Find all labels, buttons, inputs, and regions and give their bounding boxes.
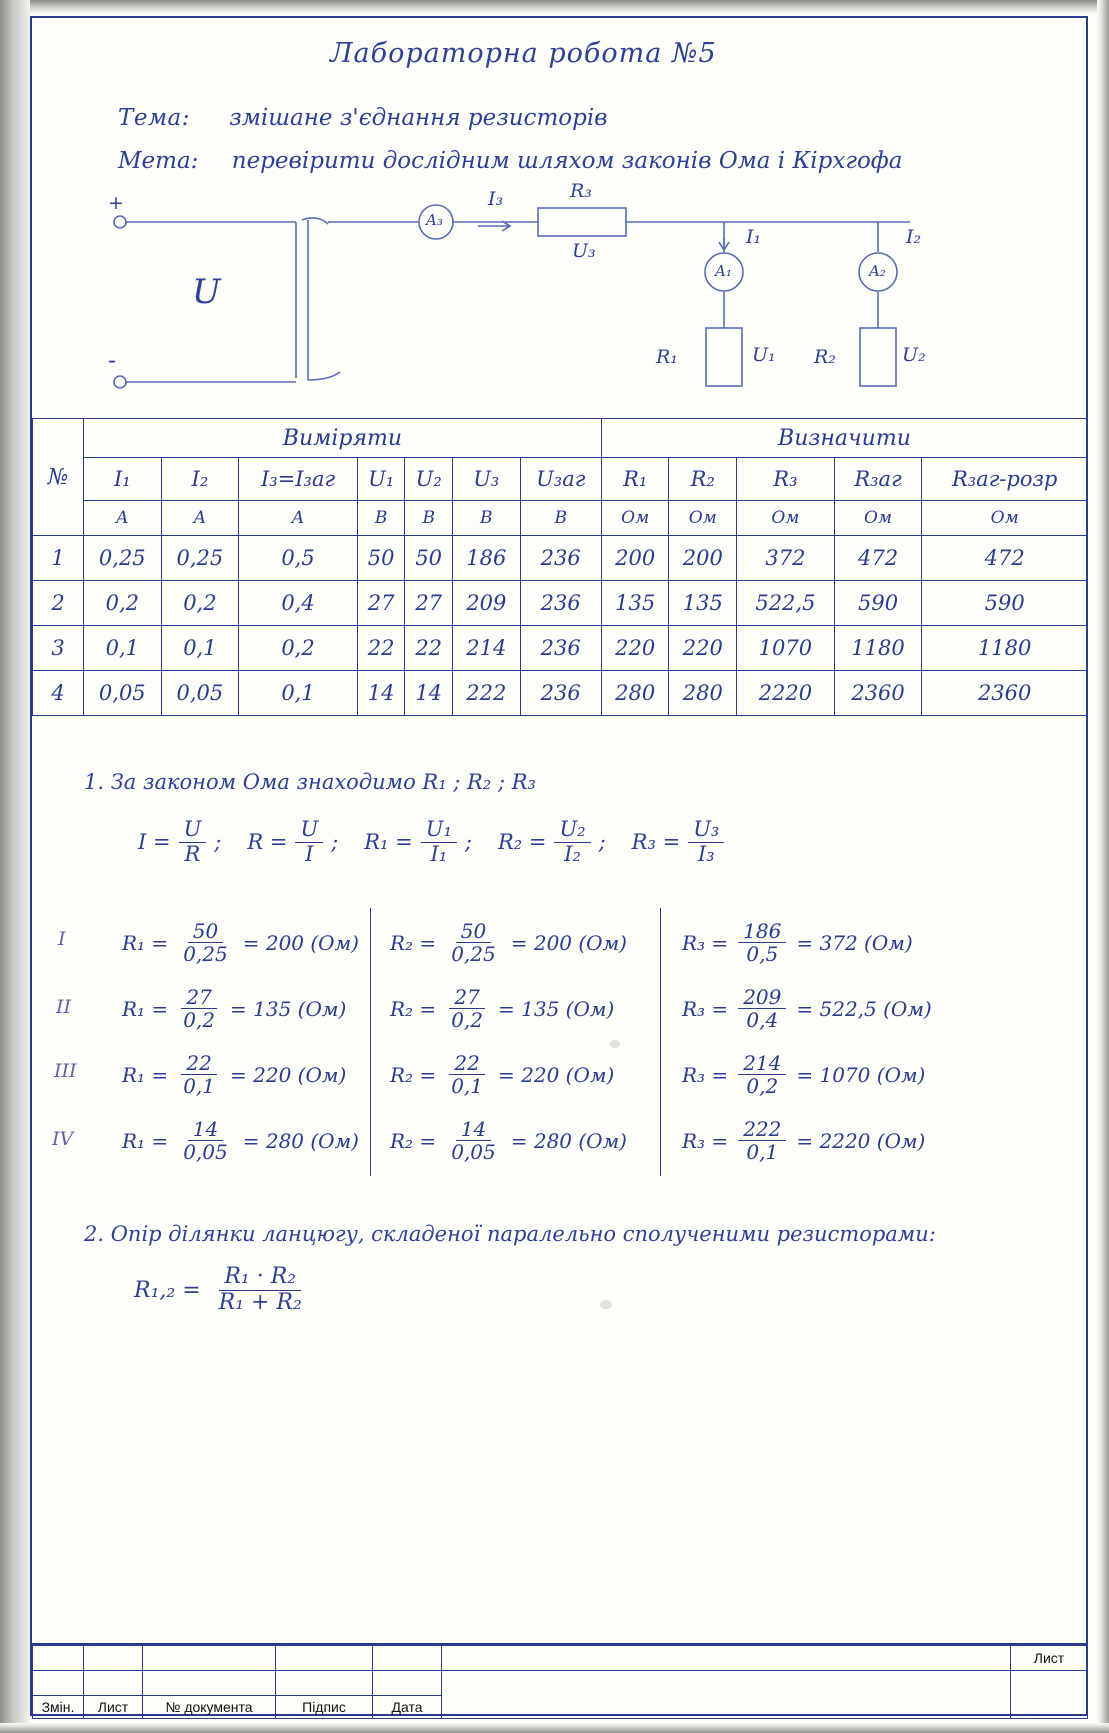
stamp-cell-signature: Підпис (276, 1696, 373, 1719)
fraction (178, 1118, 233, 1164)
table-cell: 22 (357, 626, 405, 671)
table-cell: 280 (601, 671, 669, 716)
calc-label: R₁ = (122, 1062, 169, 1087)
calc-result: = 372 (Ом) (796, 930, 913, 955)
voltage-u1-label: U₁ (752, 344, 776, 366)
calc-item (390, 920, 627, 966)
ohm-r1-formula (364, 818, 472, 866)
fraction-denominator: 0,1 (746, 1140, 779, 1165)
page-title: Лабораторна робота №5 (330, 38, 717, 69)
stamp-cell-blank (84, 1671, 143, 1696)
calculations-grid (52, 900, 1010, 1180)
fraction-numerator: 14 (188, 1118, 223, 1141)
table-cell: 0,2 (84, 581, 162, 626)
stamp-cell-blank (33, 1671, 84, 1696)
table-unit: B (405, 501, 453, 536)
title-block-row (33, 1671, 1088, 1696)
calc-result: = 220 (Ом) (230, 1062, 347, 1087)
table-symbol: R₂ (669, 458, 737, 501)
meta-line (118, 148, 903, 174)
stamp-cell-blank (276, 1646, 373, 1671)
calc-result: = 135 (Ом) (230, 996, 347, 1021)
fraction (446, 1052, 488, 1098)
current-i2-label: I₂ (906, 226, 922, 248)
fraction-denominator: 0,5 (746, 942, 779, 967)
calc-result: = 280 (Ом) (510, 1128, 627, 1153)
stamp-cell-document: № документа (143, 1696, 276, 1719)
table-cell: 0,05 (84, 671, 162, 716)
calc-result: = 220 (Ом) (498, 1062, 615, 1087)
table-cell: 0,25 (161, 536, 239, 581)
tema-value: змішане з'єднання резисторів (229, 105, 608, 131)
table-cell: 2360 (922, 671, 1088, 716)
table-group-determined: Визначити (601, 419, 1087, 458)
fraction-denominator: I₃ (697, 841, 715, 866)
table-symbol: R₃аг (834, 458, 922, 501)
calc-label: R₁ = (122, 1128, 169, 1153)
meta-value: перевірити дослідним шляхом законів Ома і Кірхгофа (231, 148, 903, 174)
table-unit: Ом (834, 501, 922, 536)
table-cell: 0,1 (84, 626, 162, 671)
voltage-u2-label: U₂ (902, 344, 926, 366)
table-cell: 135 (601, 581, 669, 626)
table-cell: 0,1 (161, 626, 239, 671)
table-cell: 135 (669, 581, 737, 626)
fraction-denominator: 0,1 (451, 1074, 484, 1099)
fraction (179, 818, 207, 866)
calc-divider (660, 908, 661, 1176)
separator: ; (464, 830, 472, 855)
table-unit: A (84, 501, 162, 536)
fraction (178, 1052, 220, 1098)
table-symbol: U₁ (357, 458, 405, 501)
fraction-numerator: 27 (181, 986, 216, 1009)
table-row-no: 3 (33, 626, 84, 671)
table-cell: 472 (834, 536, 922, 581)
fraction-denominator: 0,05 (451, 1140, 496, 1165)
paper-smudge (600, 1300, 612, 1309)
table-cell: 236 (520, 536, 601, 581)
table-unit: B (520, 501, 601, 536)
fraction-numerator: 22 (181, 1052, 216, 1075)
table-cell: 0,4 (239, 581, 358, 626)
separator: ; (598, 830, 606, 855)
fraction-denominator: I₁ (430, 841, 448, 866)
table-cell: 236 (520, 671, 601, 716)
calc-label: R₃ = (682, 930, 729, 955)
table-symbol: I₃=I₃аг (239, 458, 358, 501)
calc-item (390, 1052, 614, 1098)
table-unit: Ом (922, 501, 1088, 536)
roman-numeral: III (54, 1060, 77, 1082)
table-cell: 14 (405, 671, 453, 716)
roman-numeral: I (58, 928, 66, 950)
table-row (33, 536, 1088, 581)
separator: ; (331, 830, 339, 855)
fraction-numerator: 186 (738, 920, 786, 943)
table-cell: 220 (601, 626, 669, 671)
table-cell: 0,05 (161, 671, 239, 716)
fraction-denominator: I (305, 841, 314, 866)
section2-title: 2. Опір ділянки ланцюгу, складеної паралельно сполученими резисторами: (84, 1222, 936, 1246)
table-cell: 0,1 (239, 671, 358, 716)
fraction (421, 818, 457, 866)
resistor-r3-label: R₃ (570, 180, 592, 202)
calc-result: = 135 (Ом) (498, 996, 615, 1021)
fraction (738, 920, 786, 966)
fraction-numerator: 22 (449, 1052, 484, 1075)
resistor-r1-label: R₁ (656, 346, 678, 368)
calc-label: R₂ = (390, 1128, 437, 1153)
fraction-denominator: 0,25 (451, 942, 496, 967)
table-symbol-row (33, 458, 1088, 501)
table-symbol: R₃ (737, 458, 835, 501)
table-row-no: 1 (33, 536, 84, 581)
table-symbol: U₂ (405, 458, 453, 501)
calc-item (122, 1118, 359, 1164)
table-unit: A (161, 501, 239, 536)
minus-terminal-label: - (108, 346, 117, 374)
fraction-denominator: I₂ (564, 841, 581, 866)
table-unit-row (33, 501, 1088, 536)
stamp-cell-blank (276, 1671, 373, 1696)
fraction-numerator: U₂ (554, 818, 590, 843)
title-block-row (33, 1646, 1088, 1671)
table-cell: 1070 (737, 626, 835, 671)
calc-divider (370, 908, 371, 1176)
fraction (178, 986, 220, 1032)
fraction-denominator: R (184, 841, 201, 866)
calc-result: = 200 (Ом) (510, 930, 627, 955)
fraction (214, 1265, 307, 1315)
fraction-numerator: U (179, 818, 207, 843)
table-row-no: 4 (33, 671, 84, 716)
table-cell: 14 (357, 671, 405, 716)
stamp-cell-blank (442, 1646, 1011, 1671)
table-cell: 1180 (834, 626, 922, 671)
fraction (446, 1118, 501, 1164)
ohm-i-formula (138, 818, 221, 866)
ohm-r-label: R = (247, 830, 288, 855)
meta-label: Мета: (118, 148, 199, 174)
fraction (738, 1118, 786, 1164)
fraction-numerator: U₁ (421, 818, 457, 843)
current-i3-label: I₃ (488, 188, 504, 210)
table-row (33, 671, 1088, 716)
ohm-r2-label: R₂ = (497, 830, 547, 855)
stamp-cell-blank (442, 1671, 1011, 1719)
current-i1-label: I₁ (746, 226, 762, 248)
table-symbol: R₃аг-розр (922, 458, 1088, 501)
fraction-denominator: R₁ + R₂ (218, 1289, 302, 1315)
fraction-numerator: 27 (449, 986, 484, 1009)
source-label: U (192, 272, 221, 312)
ohm-r1-label: R₁ = (364, 830, 413, 855)
fraction-denominator: 0,25 (183, 942, 228, 967)
ohm-r2-formula (498, 818, 606, 866)
ohm-i-label: I = (138, 830, 171, 855)
table-cell: 0,2 (161, 581, 239, 626)
table-cell: 200 (669, 536, 737, 581)
table-unit: Ом (601, 501, 669, 536)
fraction (178, 920, 233, 966)
ohm-r-formula (247, 818, 338, 866)
table-symbol: R₁ (601, 458, 669, 501)
calc-item (122, 920, 359, 966)
fraction (295, 818, 323, 866)
measurements-table (32, 418, 1088, 716)
table-unit: Ом (669, 501, 737, 536)
fraction-numerator: 50 (188, 920, 223, 943)
calc-label: R₁ = (122, 930, 169, 955)
calc-item (122, 1052, 346, 1098)
table-cell: 186 (452, 536, 520, 581)
table-group-measured: Виміряти (84, 419, 602, 458)
fraction-numerator: R₁ · R₂ (219, 1265, 301, 1291)
resistor-r2-label: R₂ (814, 346, 836, 368)
separator: ; (214, 830, 222, 855)
calc-item (682, 920, 913, 966)
stamp-cell-blank (143, 1646, 276, 1671)
table-cell: 22 (405, 626, 453, 671)
ohm-r3-formula (632, 818, 728, 866)
calc-label: R₂ = (390, 1062, 437, 1087)
paper-bottom-edge (0, 1723, 1109, 1733)
section2-formula (134, 1265, 310, 1315)
voltage-u3-label: U₃ (572, 240, 596, 262)
table-cell: 590 (834, 581, 922, 626)
table-symbol: I₁ (84, 458, 162, 501)
table-cell: 214 (452, 626, 520, 671)
fraction-denominator: 0,2 (746, 1074, 779, 1099)
stamp-cell-blank (84, 1646, 143, 1671)
stamp-cell-blank (373, 1646, 442, 1671)
tema-label: Тема: (118, 105, 190, 131)
stamp-cell-blank (33, 1646, 84, 1671)
table-cell: 280 (669, 671, 737, 716)
roman-numeral: II (56, 996, 72, 1018)
stamp-cell-lyst: Лист (84, 1696, 143, 1719)
calc-result: = 522,5 (Ом) (796, 996, 932, 1021)
fraction (554, 818, 590, 866)
table-unit: B (357, 501, 405, 536)
stamp-cell-date: Дата (373, 1696, 442, 1719)
ohm-r3-label: R₃ = (631, 830, 681, 855)
table-symbol: U₃ (452, 458, 520, 501)
table-row (33, 581, 1088, 626)
plus-terminal-label: + (108, 192, 124, 214)
calc-label: R₃ = (682, 996, 729, 1021)
table-cell: 209 (452, 581, 520, 626)
calc-item (390, 986, 614, 1032)
calc-item (682, 1118, 925, 1164)
calc-label: R₃ = (682, 1062, 729, 1087)
fraction-denominator: 0,1 (183, 1074, 216, 1099)
table-unit: A (239, 501, 358, 536)
ammeter-a3-label: A₃ (426, 211, 443, 229)
fraction-numerator: U (295, 818, 323, 843)
calc-result: = 1070 (Ом) (796, 1062, 926, 1087)
table-cell: 50 (405, 536, 453, 581)
table-cell: 0,2 (239, 626, 358, 671)
tema-line (118, 105, 608, 131)
fraction-denominator: 0,2 (451, 1008, 484, 1033)
ammeter-a2-label: A₂ (869, 262, 886, 280)
fraction (446, 920, 501, 966)
stamp-cell-blank (1011, 1671, 1088, 1719)
paper-top-edge (0, 0, 1109, 14)
calc-result: = 280 (Ом) (242, 1128, 359, 1153)
table-symbol: U₃аг (520, 458, 601, 501)
ohm-law-row (138, 818, 727, 866)
roman-numeral: IV (52, 1128, 74, 1150)
table-cell: 222 (452, 671, 520, 716)
table-cell: 0,25 (84, 536, 162, 581)
calc-result: = 2220 (Ом) (796, 1128, 926, 1153)
table-cell: 472 (922, 536, 1088, 581)
table-cell: 200 (601, 536, 669, 581)
section1-title: 1. За законом Ома знаходимо R₁ ; R₂ ; R₃ (84, 770, 536, 794)
paper-left-edge (0, 0, 30, 1733)
table-cell: 372 (737, 536, 835, 581)
fraction-numerator: 14 (456, 1118, 491, 1141)
stamp-cell-blank (143, 1671, 276, 1696)
calc-item (682, 986, 932, 1032)
table-cell: 522,5 (737, 581, 835, 626)
table-cell: 1180 (922, 626, 1088, 671)
fraction (738, 986, 786, 1032)
fraction-denominator: 0,05 (183, 1140, 228, 1165)
table-unit: B (452, 501, 520, 536)
title-block (32, 1643, 1088, 1717)
calc-item (122, 986, 346, 1032)
table-cell: 590 (922, 581, 1088, 626)
table-cell: 27 (405, 581, 453, 626)
fraction-numerator: U₃ (688, 818, 724, 843)
fraction-numerator: 209 (738, 986, 786, 1009)
fraction (446, 986, 488, 1032)
table-header-no: № (33, 419, 84, 536)
circuit-diagram (40, 180, 1060, 405)
table-cell: 2220 (737, 671, 835, 716)
table-cell: 236 (520, 581, 601, 626)
table-cell: 0,5 (239, 536, 358, 581)
table-unit: Ом (737, 501, 835, 536)
sheet-label-cell: Лист (1011, 1646, 1088, 1671)
table-cell: 220 (669, 626, 737, 671)
table-cell: 236 (520, 626, 601, 671)
table-cell: 27 (357, 581, 405, 626)
calc-item (390, 1118, 627, 1164)
stamp-cell-blank (373, 1671, 442, 1696)
fraction-denominator: 0,2 (183, 1008, 216, 1033)
formula-label: R₁,₂ = (134, 1277, 201, 1303)
table-cell: 2360 (834, 671, 922, 716)
stamp-cell-zmin: Змін. (33, 1696, 84, 1719)
ammeter-a1-label: A₁ (715, 262, 732, 280)
table-row (33, 626, 1088, 671)
fraction-numerator: 214 (738, 1052, 786, 1075)
table-row-no: 2 (33, 581, 84, 626)
fraction (688, 818, 724, 866)
calc-label: R₂ = (390, 996, 437, 1021)
calc-label: R₃ = (682, 1128, 729, 1153)
fraction-numerator: 222 (738, 1118, 786, 1141)
fraction-denominator: 0,4 (746, 1008, 779, 1033)
calc-result: = 200 (Ом) (242, 930, 359, 955)
table-cell: 50 (357, 536, 405, 581)
calc-label: R₁ = (122, 996, 169, 1021)
fraction-numerator: 50 (456, 920, 491, 943)
measurements-table-wrap (32, 418, 1088, 716)
paper-right-edge (1097, 0, 1109, 1733)
title-block-table (32, 1645, 1088, 1719)
calc-item (682, 1052, 925, 1098)
calc-label: R₂ = (390, 930, 437, 955)
fraction (738, 1052, 786, 1098)
table-symbol: I₂ (161, 458, 239, 501)
